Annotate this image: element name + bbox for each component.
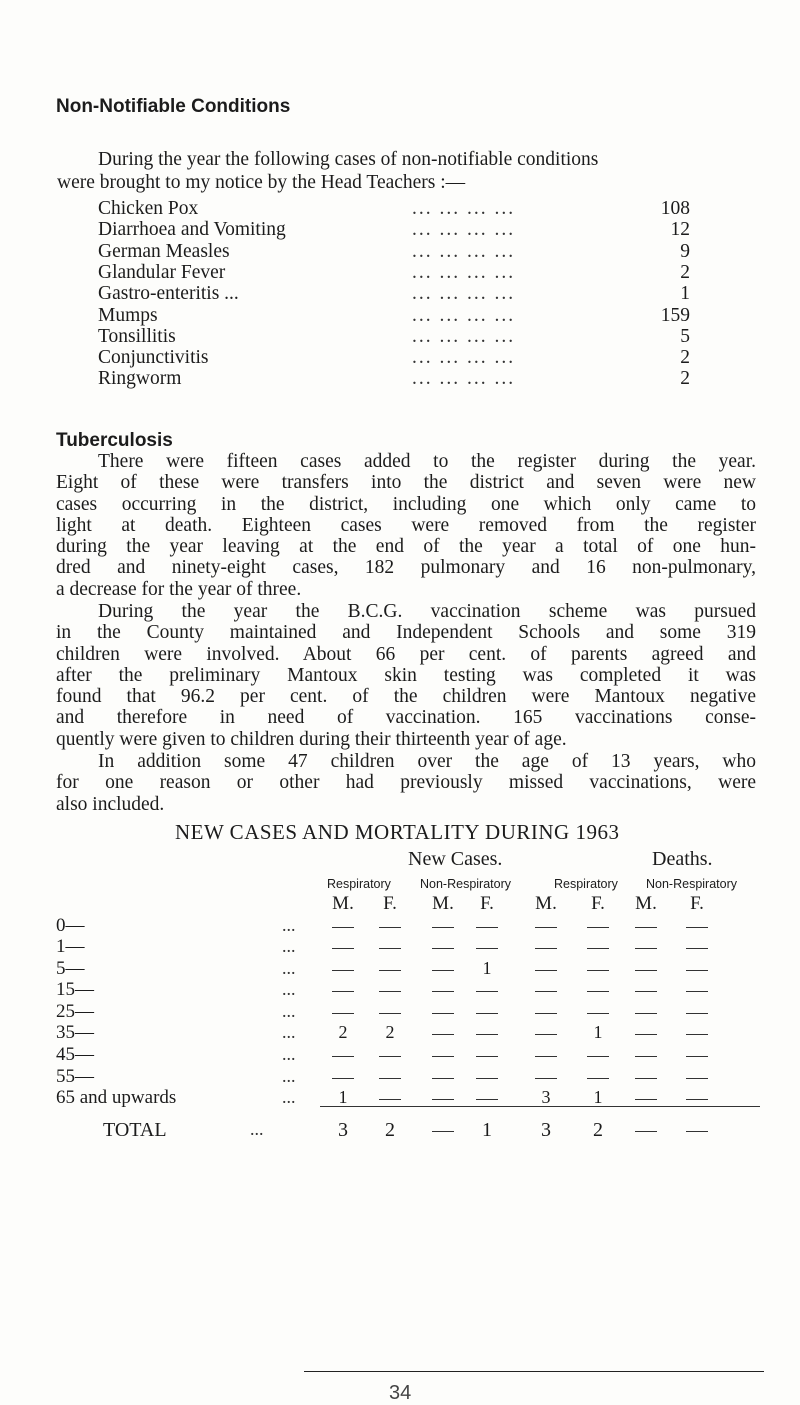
- para-line: after the preliminary Mantoux skin testing was completed it was: [56, 664, 756, 686]
- age-group-label: 15—: [56, 979, 94, 1000]
- empty-dash: [332, 927, 354, 928]
- empty-dash: [379, 1099, 401, 1100]
- condition-name: Diarrhoea and Vomiting: [98, 219, 286, 241]
- empty-dash: [686, 1131, 708, 1132]
- para-line: There were fifteen cases added to the register during the year.: [98, 451, 756, 472]
- leader-dots: ...: [282, 1001, 296, 1021]
- table-bottom-rule: [304, 1371, 764, 1372]
- condition-count: 2: [680, 368, 690, 390]
- empty-dash: [535, 948, 557, 949]
- age-group-label: 0—: [56, 915, 85, 936]
- para-line: cases occurring in the district, including one which only came to: [56, 493, 756, 515]
- condition-count: 12: [670, 219, 690, 241]
- empty-dash: [587, 927, 609, 928]
- leader-dots: ... ... ... ...: [412, 368, 516, 390]
- column-subheader: M.: [432, 893, 454, 914]
- para-line: also included.: [56, 793, 165, 815]
- section-heading-tuberculosis: Tuberculosis: [56, 430, 173, 451]
- empty-dash: [686, 1099, 708, 1100]
- table-cell-value: 2: [385, 1022, 395, 1042]
- empty-dash: [379, 927, 401, 928]
- empty-dash: [332, 1013, 354, 1014]
- condition-name: Glandular Fever: [98, 261, 226, 283]
- empty-dash: [635, 927, 657, 928]
- leader-dots: ...: [282, 1066, 296, 1086]
- leader-dots: ...: [282, 915, 296, 935]
- para-line: in the County maintained and Independent Schools and some 319: [56, 622, 756, 644]
- table-cell-value: 3: [541, 1119, 551, 1141]
- condition-name: German Measles: [98, 240, 230, 262]
- age-group-label: 65 and upwards: [56, 1087, 177, 1108]
- empty-dash: [686, 970, 708, 971]
- empty-dash: [332, 991, 354, 992]
- empty-dash: [587, 1056, 609, 1057]
- empty-dash: [332, 1056, 354, 1057]
- tb-paragraph-1: [56, 451, 756, 600]
- column-subheader: F.: [591, 893, 605, 914]
- empty-dash: [332, 948, 354, 949]
- empty-dash: [432, 991, 454, 992]
- empty-dash: [379, 1078, 401, 1079]
- empty-dash: [635, 1078, 657, 1079]
- empty-dash: [686, 948, 708, 949]
- para-line: light at death. Eighteen cases were removed from the register: [56, 514, 756, 536]
- condition-name: Tonsillitis: [98, 325, 176, 347]
- empty-dash: [432, 927, 454, 928]
- table-cell-value: 2: [385, 1119, 395, 1141]
- empty-dash: [587, 991, 609, 992]
- leader-dots: ... ... ... ...: [412, 347, 516, 369]
- empty-dash: [686, 991, 708, 992]
- empty-dash: [432, 1056, 454, 1057]
- total-label: TOTAL: [103, 1119, 167, 1141]
- column-subheader: F.: [690, 893, 704, 914]
- table-cell-value: 1: [482, 958, 492, 978]
- empty-dash: [379, 948, 401, 949]
- column-subheader: F.: [480, 893, 494, 914]
- age-group-label: 5—: [56, 958, 85, 979]
- empty-dash: [587, 970, 609, 971]
- empty-dash: [535, 970, 557, 971]
- leader-dots: ...: [282, 958, 296, 978]
- leader-dots: ... ... ... ...: [412, 261, 516, 283]
- empty-dash: [587, 1078, 609, 1079]
- empty-dash: [587, 948, 609, 949]
- leader-dots: ...: [282, 1022, 296, 1042]
- condition-count: 5: [680, 325, 690, 347]
- empty-dash: [476, 1034, 498, 1035]
- tb-paragraph-2: [56, 601, 756, 750]
- empty-dash: [635, 1034, 657, 1035]
- empty-dash: [332, 970, 354, 971]
- empty-dash: [686, 1013, 708, 1014]
- section-heading-non-notifiable: Non-Notifiable Conditions: [56, 96, 291, 117]
- table-cell-value: 1: [593, 1022, 603, 1042]
- age-group-label: 1—: [56, 936, 85, 957]
- empty-dash: [635, 948, 657, 949]
- condition-name: Chicken Pox: [98, 198, 199, 219]
- table-cell-value: 1: [593, 1087, 603, 1107]
- empty-dash: [635, 970, 657, 971]
- empty-dash: [535, 1013, 557, 1014]
- para-line: during the year leaving at the end of the year a total of one hun-: [56, 536, 756, 558]
- leader-dots: ... ... ... ...: [412, 304, 516, 326]
- empty-dash: [686, 927, 708, 928]
- empty-dash: [432, 1078, 454, 1079]
- leader-dots: ...: [282, 1044, 296, 1064]
- condition-name: Conjunctivitis: [98, 347, 209, 369]
- leader-dots: ... ... ... ...: [412, 240, 516, 262]
- column-subheader: M.: [635, 893, 657, 914]
- column-subheader: M.: [332, 893, 354, 914]
- empty-dash: [535, 1056, 557, 1057]
- empty-dash: [635, 1099, 657, 1100]
- empty-dash: [476, 1078, 498, 1079]
- para-line: Eight of these were transfers into the district and seven were new: [56, 472, 756, 494]
- condition-count: 159: [660, 304, 690, 326]
- empty-dash: [476, 1056, 498, 1057]
- group-header-respiratory-deaths: Respiratory: [554, 877, 618, 891]
- total-rule: [320, 1106, 760, 1107]
- condition-count: 108: [660, 198, 690, 219]
- para-line: and therefore in need of vaccination. 165 vaccinations conse-: [56, 707, 756, 729]
- para-line: quently were given to children during their thirteenth year of age.: [56, 728, 567, 750]
- condition-name: Ringworm: [98, 368, 182, 390]
- empty-dash: [535, 991, 557, 992]
- table-title: NEW CASES AND MORTALITY DURING 1963: [175, 820, 620, 844]
- intro-line-2: were brought to my notice by the Head Teachers :—: [57, 172, 466, 193]
- empty-dash: [535, 927, 557, 928]
- empty-dash: [432, 948, 454, 949]
- column-subheader: F.: [383, 893, 397, 914]
- condition-name: Gastro-enteritis ...: [98, 283, 239, 305]
- para-line: found that 96.2 per cent. of the children were Mantoux negative: [56, 686, 756, 708]
- intro-line-1: During the year the following cases of non-notifiable conditions: [98, 149, 599, 170]
- empty-dash: [686, 1078, 708, 1079]
- empty-dash: [432, 1099, 454, 1100]
- empty-dash: [686, 1034, 708, 1035]
- table-cell-value: 3: [338, 1119, 348, 1141]
- age-group-label: 25—: [56, 1001, 94, 1022]
- table-cell-value: 1: [482, 1119, 492, 1141]
- leader-dots: ...: [282, 1087, 296, 1107]
- condition-count: 9: [680, 240, 690, 262]
- leader-dots: ... ... ... ...: [412, 219, 516, 241]
- condition-count: 2: [680, 347, 690, 369]
- empty-dash: [686, 1056, 708, 1057]
- leader-dots: ... ... ... ...: [412, 198, 516, 219]
- empty-dash: [379, 1013, 401, 1014]
- leader-dots: ... ... ... ...: [412, 283, 516, 305]
- empty-dash: [476, 1099, 498, 1100]
- para-line: a decrease for the year of three.: [56, 578, 302, 600]
- age-group-label: 35—: [56, 1022, 94, 1043]
- condition-count: 1: [680, 283, 690, 305]
- table-cell-value: 2: [338, 1022, 348, 1042]
- group-header-nonrespiratory-new: Non-Respiratory: [420, 877, 512, 891]
- column-subheader: M.: [535, 893, 557, 914]
- empty-dash: [379, 1056, 401, 1057]
- empty-dash: [476, 1013, 498, 1014]
- empty-dash: [635, 991, 657, 992]
- empty-dash: [379, 970, 401, 971]
- empty-dash: [432, 970, 454, 971]
- table-cell-value: 3: [541, 1087, 551, 1107]
- group-header-respiratory-new: Respiratory: [327, 877, 391, 891]
- empty-dash: [432, 1034, 454, 1035]
- group-header-nonrespiratory-deaths: Non-Respiratory: [646, 877, 738, 891]
- condition-name: Mumps: [98, 304, 158, 326]
- para-line: In addition some 47 children over the age of 13 years, who: [98, 751, 756, 772]
- empty-dash: [587, 1013, 609, 1014]
- table-cell-value: 1: [338, 1087, 348, 1107]
- table-cell-value: 2: [593, 1119, 603, 1141]
- empty-dash: [476, 927, 498, 928]
- empty-dash: [379, 991, 401, 992]
- age-group-label: 55—: [56, 1066, 94, 1087]
- empty-dash: [332, 1078, 354, 1079]
- para-line: for one reason or other had previously missed vaccinations, were: [56, 772, 756, 794]
- empty-dash: [476, 948, 498, 949]
- empty-dash: [432, 1131, 454, 1132]
- deaths-label: Deaths.: [652, 848, 713, 870]
- page-number: 34: [389, 1382, 412, 1404]
- condition-count: 2: [680, 261, 690, 283]
- leader-dots: ...: [282, 979, 296, 999]
- empty-dash: [635, 1013, 657, 1014]
- leader-dots: ... ... ... ...: [412, 325, 516, 347]
- empty-dash: [535, 1078, 557, 1079]
- leader-dots: ...: [282, 936, 296, 956]
- empty-dash: [635, 1131, 657, 1132]
- empty-dash: [432, 1013, 454, 1014]
- empty-dash: [535, 1034, 557, 1035]
- leader-dots: ...: [250, 1119, 264, 1139]
- tb-paragraph-3: [56, 751, 756, 815]
- para-line: children were involved. About 66 per cent. of parents agreed and: [56, 643, 756, 665]
- empty-dash: [476, 991, 498, 992]
- para-line: dred and ninety-eight cases, 182 pulmonary and 16 non-pulmonary,: [56, 557, 756, 579]
- age-group-label: 45—: [56, 1044, 94, 1065]
- para-line: During the year the B.C.G. vaccination scheme was pursued: [98, 601, 756, 622]
- new-cases-label: New Cases.: [408, 848, 503, 870]
- empty-dash: [635, 1056, 657, 1057]
